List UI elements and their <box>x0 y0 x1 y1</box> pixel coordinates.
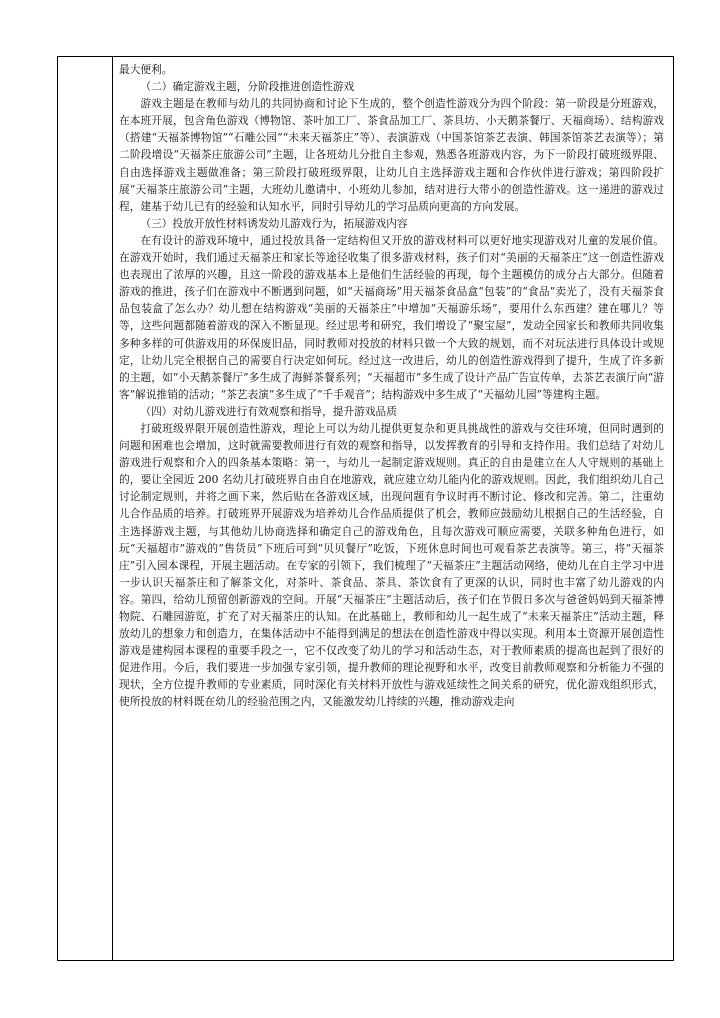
form-table <box>57 56 674 961</box>
paragraph-continuation: 最大便利。 <box>119 63 173 76</box>
body-text <box>119 61 664 958</box>
section-heading-2: （二）确定游戏主题，分阶段推进创造性游戏 <box>140 80 355 94</box>
left-label-column <box>58 57 113 960</box>
paragraph-2: 游戏主题是在教师与幼儿的共同协商和讨论下生成的，整个创造性游戏分为四个阶段：第一阶段是分班游戏，在本班开展，包含角色游戏（博物馆、茶叶加工厂、茶食品加工厂、茶具坊、小天鹅茶餐厅、天福商场）、结构游戏（搭建“天福茶博物馆”“石雕公园”“未来天福茶庄”等）、表演游戏（中国茶馆茶艺表演、韩国茶馆茶艺表演等）；第二阶段增设“天福茶庄旅游公司”主题，让各班幼儿分批自主参观，熟悉各班游戏内容，为下一阶段打破班级界限、自由选择游戏主题做准备；第三阶段打破班级界限，让幼儿自主选择游戏主题和合作伙伴进行游戏；第四阶段扩展“天福茶庄旅游公司”主题，大班幼儿邀请中、小班幼儿参加，结对进行大带小的创造性游戏。这一递进的游戏过程，建基于幼儿已有的经验和认知水平，同时引导幼儿的学习品质向更高的方向发展。 <box>119 97 664 213</box>
paragraph-3: 在有设计的游戏环境中，通过投放具备一定结构但又开放的游戏材料可以更好地实现游戏对儿童的发展价值。在游戏开始时，我们通过天福茶庄和家长等途径收集了很多游戏材料，孩子们对“美丽的天福茶庄”这一创造性游戏也表现出了浓厚的兴趣，且这一阶段的游戏基本上是他们生活经验的再现，每个主题模仿的成分占大部分。但随着游戏的推进，孩子们在游戏中不断遇到问题，如“天福商场”用天福茶食品盒“包装”的“食品”卖光了，没有天福茶食品包装盒了怎么办？幼儿想在结构游戏“美丽的天福茶庄”中增加“天福游乐场”，要用什么东西建？建在哪儿？等等，这些问题都随着游戏的深入不断显现。经过思考和研究，我们增设了“聚宝屋”，发动全园家长和教师共同收集多种多样的可供游戏用的环保废旧品，同时教师对投放的材料只做一个大致的规划，而不对玩法进行具体设计或规定，让幼儿完全根据自己的需要自行决定如何玩。经过这一改进后，幼儿的创造性游戏得到了提升，生成了许多新的主题，如“小天鹅茶餐厅”多生成了海鲜茶餐系列；“天福超市”多生成了设计产品广告宣传单，去茶艺表演厅向“游客”解说推销的活动；“茶艺表演”多生成了“千手观音”；结构游戏中多生成了“天福幼儿园”等建构主题。 <box>119 233 664 401</box>
section-heading-4: （四）对幼儿游戏进行有效观察和指导，提升游戏品质 <box>140 404 397 418</box>
section-heading-3: （三）投放开放性材料诱发幼儿游戏行为，拓展游戏内容 <box>140 216 408 230</box>
paragraph-4: 打破班级界限开展创造性游戏，理论上可以为幼儿提供更复杂和更具挑战性的游戏与交往环境，但同时遇到的问题和困难也会增加，这时就需要教师进行有效的观察和指导，以发挥教育的引导和支持作用。我们总结了对幼儿游戏进行观察和介入的四条基本策略：第一，与幼儿一起制定游戏规则。真正的自由是建立在人人守规则的基础上的，要让全园近 200 名幼儿打破班界自由自在地游戏，就应建立幼儿能内化的游戏规则。因此，我们组织幼儿自己讨论制定规则，并将之画下来，然后贴在各游戏区域，出现问题有争议时再不断讨论、修改和完善。第二，注重幼儿合作品质的培养。打破班界开展游戏为培养幼儿合作品质提供了机会，教师应鼓励幼儿根据自己的生活经验，自主选择游戏主题，与其他幼儿协商选择和确定自己的游戏角色，且每次游戏可顺应需要，关联多种角色进行，如玩“天福超市”游戏的“售货员”下班后可到“贝贝餐厅”吃饭，下班休息时间也可观看茶艺表演等。第三，将“天福茶庄”引入园本课程，开展主题活动。在专家的引领下，我们梳理了“天福茶庄”主题活动网络，使幼儿在自主学习中进一步认识天福茶庄和了解茶文化，对茶叶、茶食品、茶具、茶饮食有了更深的认识，同时也丰富了幼儿游戏的内容。第四，给幼儿预留创新游戏的空间。开展“天福茶庄”主题活动后，孩子们在节假日多次与爸爸妈妈到天福茶博物院、石雕园游览，扩充了对天福茶庄的认知。在此基础上，教师和幼儿一起生成了“未来天福茶庄”活动主题，释放幼儿的想象力和创造力，在集体活动中不能得到满足的想法在创造性游戏中得以实现。利用本土资源开展创造性游戏是建构园本课程的重要手段之一，它不仅改变了幼儿的学习和活动生态，对于教师素质的提高也起到了很好的促进作用。今后，我们要进一步加强专家引领，提升教师的理论视野和水平，改变目前教师观察和分析能力不强的现状，全方位提升教师的专业素质，同时深化有关材料开放性与游戏延续性之间关系的研究，优化游戏组织形式，使所投放的材料既在幼儿的经验范围之内，又能激发幼儿持续的兴趣，推动游戏走向 <box>119 421 664 709</box>
